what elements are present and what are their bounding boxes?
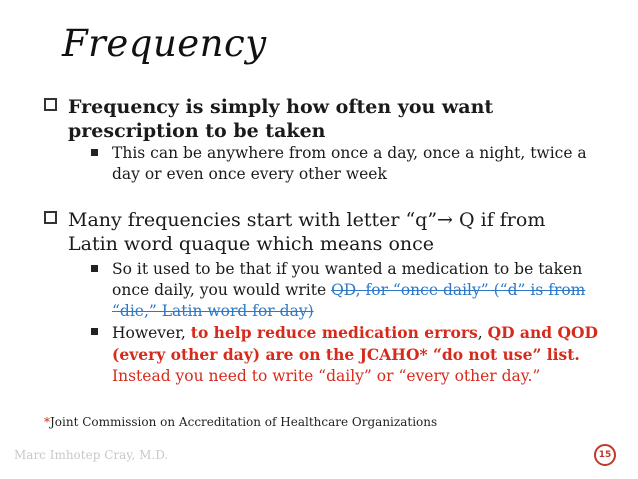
sub-bullet-however — [91, 322, 601, 387]
sub-bullet-text: However, — [112, 324, 191, 342]
sub-bullet-text: So it used to be that if you wanted a medication to be taken once daily, you would write — [112, 260, 583, 299]
page-number-badge: 15 — [594, 444, 616, 466]
hollow-square-icon — [44, 98, 57, 111]
filled-square-icon — [91, 149, 98, 156]
emphasis-text: to help reduce medication errors — [190, 323, 478, 342]
hollow-square-icon — [44, 211, 57, 224]
emphasis-text: QD and QOD (every other day) are on the JCAHO* “do not use” list. — [112, 323, 598, 364]
bullet-frequency-definition — [44, 95, 514, 143]
bullet-letter-q — [44, 208, 589, 256]
filled-square-icon — [91, 328, 98, 335]
footnote-text: Joint Commission on Accreditation of Healthcare Organizations — [50, 415, 438, 429]
strikethrough-text: QD, for “once daily” (“d” is from “die,” Latin word for day) — [112, 281, 586, 320]
bullet-text: Many frequencies start with letter “q”→ Q if from Latin word quaque which means once — [68, 209, 546, 255]
author-credit: Marc Imhotep Cray, M.D. — [14, 448, 169, 462]
sub-bullet-range — [91, 143, 601, 185]
footnote-marker: * — [44, 415, 50, 429]
bullet-text: Frequency is simply how often you want prescription to be taken — [68, 96, 494, 142]
comma-text: , — [477, 324, 488, 342]
sub-bullet-qd-history — [91, 259, 601, 322]
slide-title: Frequency — [62, 22, 267, 65]
filled-square-icon — [91, 265, 98, 272]
footnote — [44, 415, 437, 429]
sub-bullet-text: This can be anywhere from once a day, once a night, twice a day or even once every other week — [112, 144, 587, 183]
instruction-text: Instead you need to write “daily” or “every other day.” — [112, 367, 541, 385]
